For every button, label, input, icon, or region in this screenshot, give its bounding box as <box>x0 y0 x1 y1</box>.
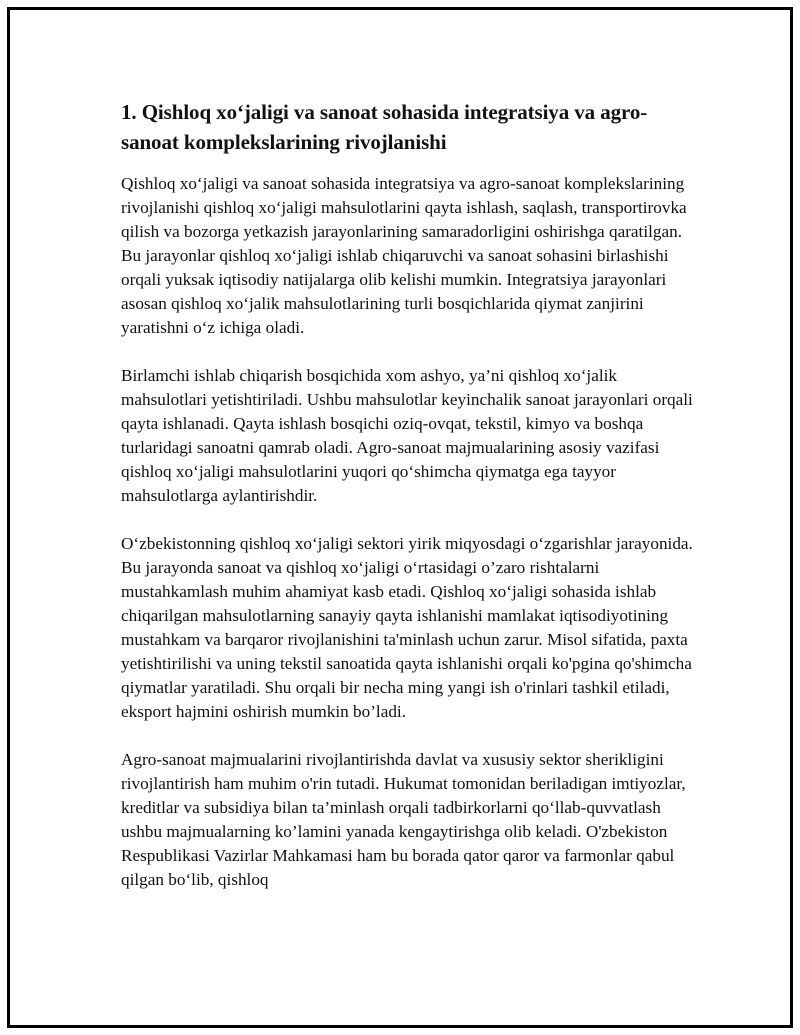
section-heading: 1. Qishloq xo‘jaligi va sanoat sohasida integratsiya va agro-sanoat komplekslarining rivojlanishi <box>121 100 648 154</box>
page-frame <box>7 7 793 1028</box>
paragraph-3: O‘zbekistonning qishloq xo‘jaligi sektori yirik miqyosdagi o‘zgarishlar jarayonida. Bu jarayonda sanoat va qishloq xo‘jaligi o‘rtasidagi o’zaro rishtalarni mustahkamlash muhim ahamiyat kasb etadi. Qishloq xo‘jaligi sohasida ishlab chiqarilgan mahsulotlarning sanayiy qayta ishlanishi mamlakat iqtisodiyotining mustahkam va barqaror rivojlanishini ta'minlash uchun zarur. Misol sifatida, paxta yetishtirilishi va uning tekstil sanoatida qayta ishlanishi orqali ko'pgina qo'shimcha qiymatlar yaratiladi. Shu orqali bir necha ming yangi ish o'rinlari tashkil etiladi, eksport hajmini oshirish mumkin bo’ladi. <box>121 534 693 721</box>
paragraph-1: Qishloq xo‘jaligi va sanoat sohasida integratsiya va agro-sanoat komplekslarining rivojlanishi qishloq xo‘jaligi mahsulotlarini qayta ishlash, saqlash, transportirovka qilish va bozorga yetkazish jarayonlarining samaradorligini oshirishga qaratilgan. Bu jarayonlar qishloq xo‘jaligi ishlab chiqaruvchi va sanoat sohasini birlashishi orqali yuksak iqtisodiy natijalarga olib kelishi mumkin. Integratsiya jarayonlari asosan qishloq xo‘jalik mahsulotlarining turli bosqichlarida qiymat zanjirini yaratishni o‘z ichiga oladi. <box>121 174 687 337</box>
document-body <box>121 97 695 916</box>
paragraph-2: Birlamchi ishlab chiqarish bosqichida xom ashyo, ya’ni qishloq xo‘jalik mahsulotlari yetishtiriladi. Ushbu mahsulotlar keyinchalik sanoat jarayonlari orqali qayta ishlanadi. Qayta ishlash bosqichi oziq-ovqat, tekstil, kimyo va boshqa turlaridagi sanoatni qamrab oladi. Agro-sanoat majmualarining asosiy vazifasi qishloq xo‘jaligi mahsulotlarini yuqori qo‘shimcha qiymatga ega tayyor mahsulotlarga aylantirishdir. <box>121 366 693 505</box>
paragraph-4: Agro-sanoat majmualarini rivojlantirishda davlat va xususiy sektor sherikligini rivojlantirish ham muhim o'rin tutadi. Hukumat tomonidan beriladigan imtiyozlar, kreditlar va subsidiya bilan ta’minlash orqali tadbirkorlarni qo‘llab-quvvatlash ushbu majmualarning ko’lamini yanada kengaytirishga olib keladi. O'zbekiston Respublikasi Vazirlar Mahkamasi ham bu borada qator qaror va farmonlar qabul qilgan bo‘lib, qishloq <box>121 750 686 889</box>
